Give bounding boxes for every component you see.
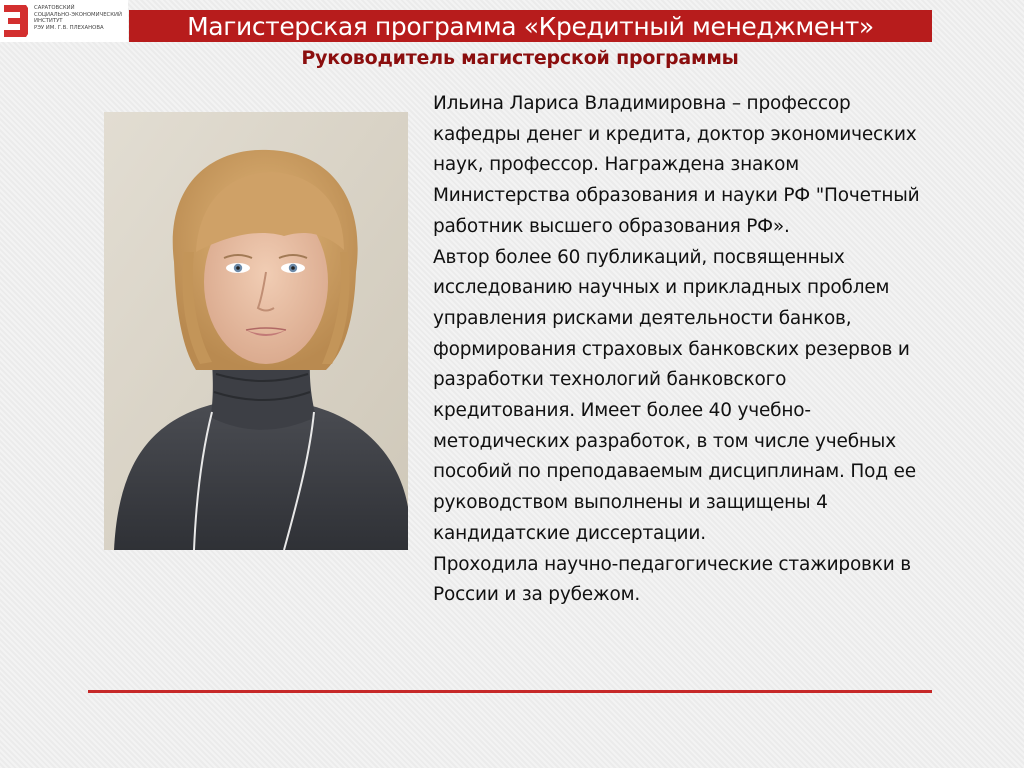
bio-line: управления рисками деятельности банков, bbox=[433, 307, 852, 329]
bio-line: пособий по преподаваемым дисциплинам. Под ее bbox=[433, 461, 916, 483]
bio-line: кредитования. Имеет более 40 учебно- bbox=[433, 400, 811, 422]
bottom-divider bbox=[88, 690, 932, 693]
bio-line: Министерства образования и науки РФ "Почетный bbox=[433, 185, 920, 207]
institute-name-line: ИНСТИТУТ bbox=[34, 18, 63, 24]
bio-line: исследованию научных и прикладных проблем bbox=[433, 277, 890, 299]
page-title: Магистерская программа «Кредитный менеджмент» bbox=[129, 10, 932, 42]
bio-line: кафедры денег и кредита, доктор экономических bbox=[433, 123, 917, 145]
bio-line: Автор более 60 публикаций, посвященных bbox=[433, 246, 845, 268]
institute-logo-icon bbox=[2, 2, 30, 40]
institute-logo bbox=[0, 0, 128, 42]
bio-line: кандидатские диссертации. bbox=[433, 522, 706, 544]
bio-line: формирования страховых банковских резервов и bbox=[433, 338, 910, 360]
bio-line: руководством выполнены и защищены 4 bbox=[433, 492, 828, 514]
institute-name-line: СОЦИАЛЬНО-ЭКОНОМИЧЕСКИЙ bbox=[34, 11, 122, 18]
bio-line: наук, профессор. Награждена знаком bbox=[433, 154, 799, 176]
portrait-photo bbox=[104, 112, 408, 550]
bio-line: России и за рубежом. bbox=[433, 584, 641, 606]
bio-line: Ильина Лариса Владимировна – профессор bbox=[433, 93, 851, 114]
bio-line: методических разработок, в том числе учебных bbox=[433, 430, 896, 452]
bio-text bbox=[433, 89, 1003, 611]
bio-line: Проходила научно-педагогические стажировки в bbox=[433, 553, 911, 575]
institute-name bbox=[34, 5, 128, 31]
bio-line: работник высшего образования РФ». bbox=[433, 215, 790, 237]
institute-name-line: РЭУ ИМ. Г.В. ПЛЕХАНОВА bbox=[34, 24, 104, 31]
bio-line: разработки технологий банковского bbox=[433, 369, 787, 391]
page-subtitle: Руководитель магистерской программы bbox=[301, 47, 739, 69]
institute-name-line: САРАТОВСКИЙ bbox=[34, 5, 75, 11]
